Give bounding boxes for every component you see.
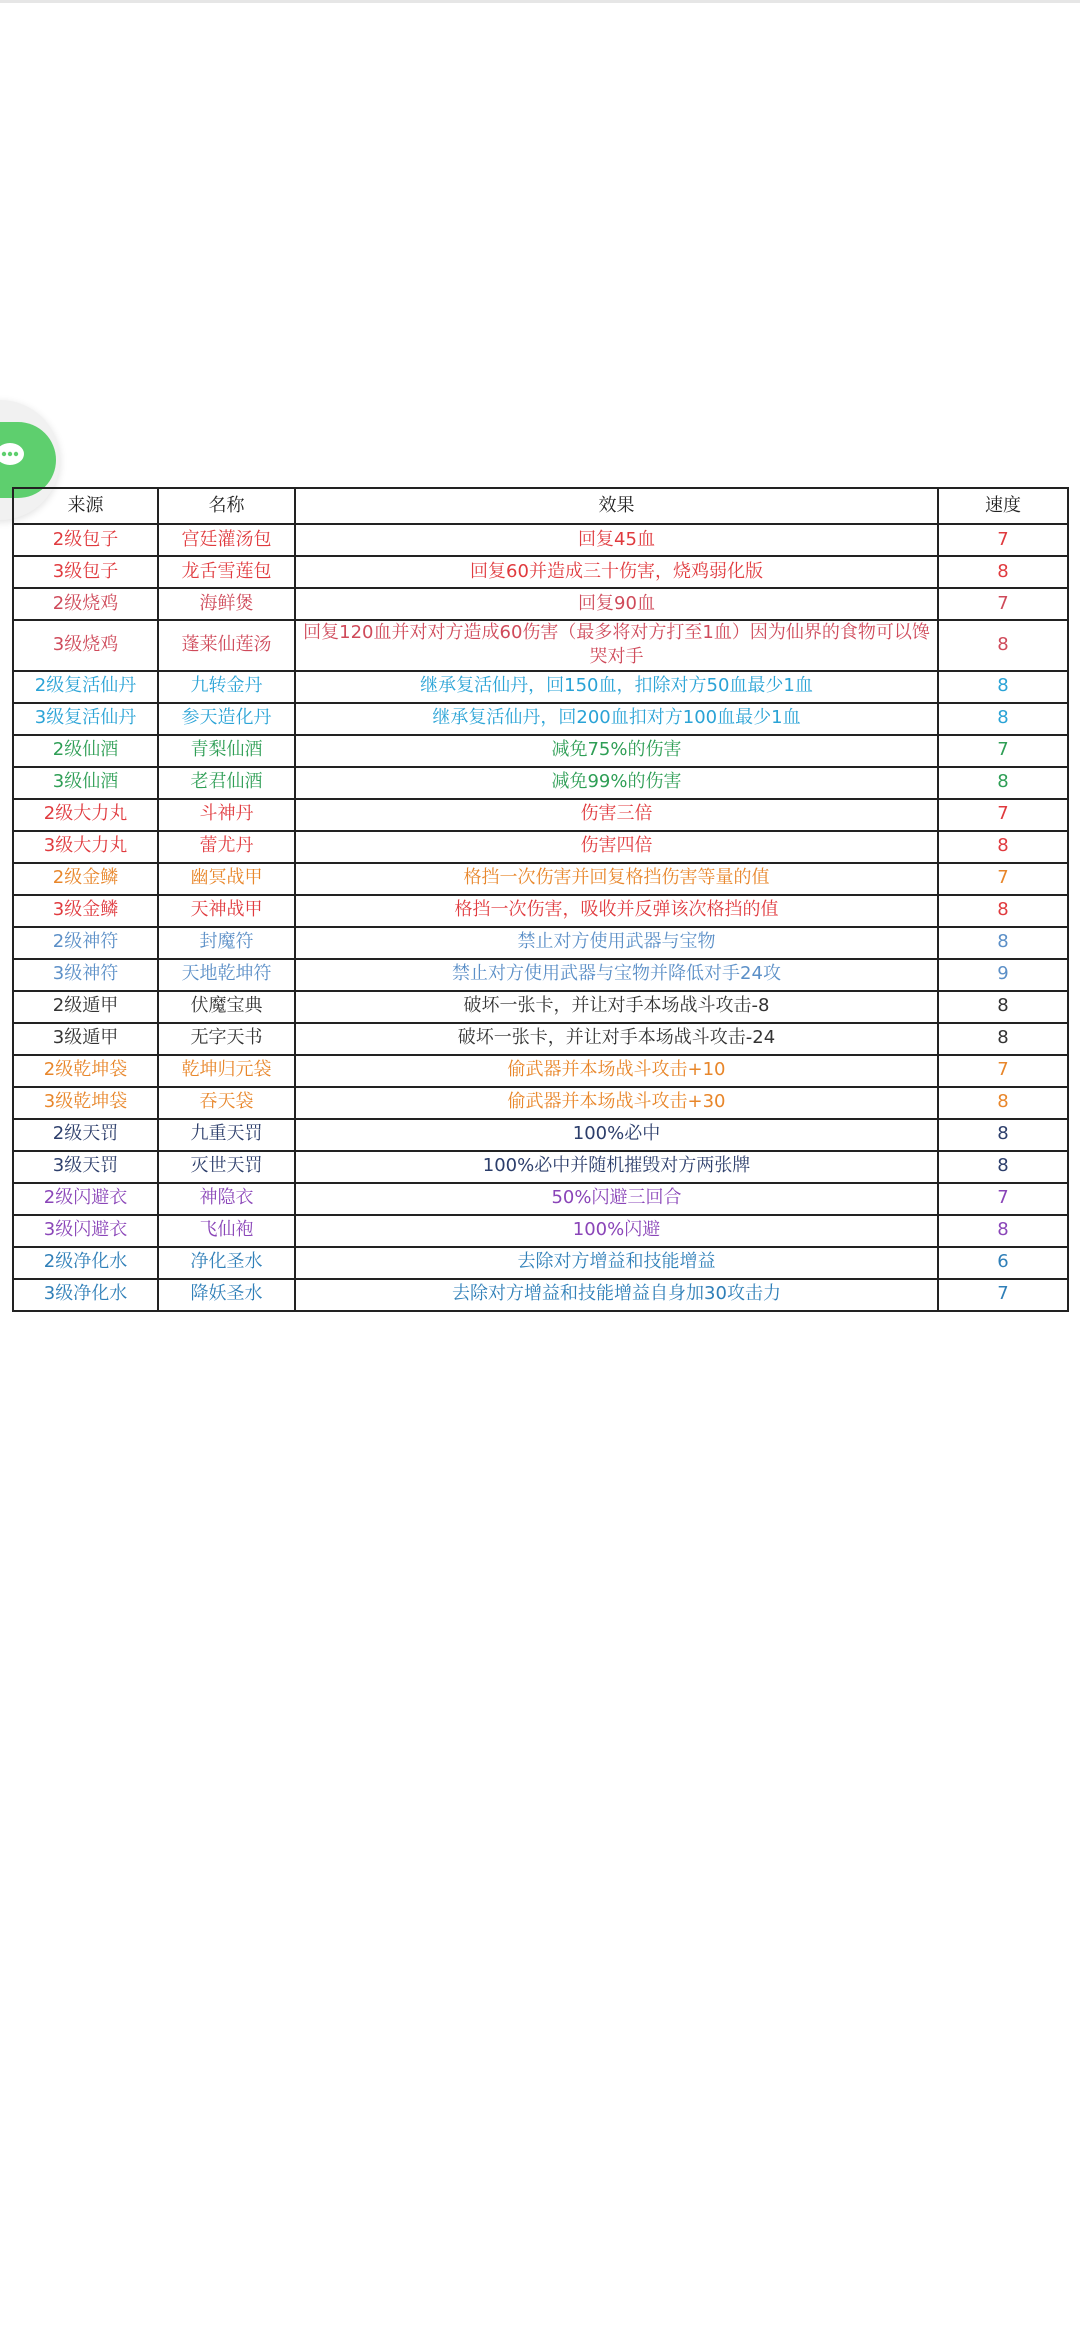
speed-cell: 8 bbox=[938, 1119, 1068, 1151]
speed-cell: 8 bbox=[938, 1087, 1068, 1119]
speed-cell: 8 bbox=[938, 991, 1068, 1023]
name-cell: 乾坤归元袋 bbox=[158, 1055, 295, 1087]
effect-cell: 偷武器并本场战斗攻击+30 bbox=[295, 1087, 938, 1119]
name-cell: 飞仙袍 bbox=[158, 1215, 295, 1247]
source-cell: 3级仙酒 bbox=[13, 767, 158, 799]
source-cell: 2级仙酒 bbox=[13, 735, 158, 767]
effect-cell: 伤害三倍 bbox=[295, 799, 938, 831]
speed-cell: 7 bbox=[938, 799, 1068, 831]
effect-cell: 去除对方增益和技能增益 bbox=[295, 1247, 938, 1279]
effect-cell: 减免99%的伤害 bbox=[295, 767, 938, 799]
source-cell: 3级神符 bbox=[13, 959, 158, 991]
source-cell: 2级闪避衣 bbox=[13, 1183, 158, 1215]
header-name: 名称 bbox=[158, 488, 295, 524]
table-row bbox=[13, 556, 1068, 588]
effect-cell: 偷武器并本场战斗攻击+10 bbox=[295, 1055, 938, 1087]
name-cell: 宫廷灌汤包 bbox=[158, 524, 295, 556]
source-cell: 3级乾坤袋 bbox=[13, 1087, 158, 1119]
speed-cell: 8 bbox=[938, 767, 1068, 799]
speed-cell: 8 bbox=[938, 1215, 1068, 1247]
top-divider bbox=[0, 0, 1080, 3]
speed-cell: 7 bbox=[938, 588, 1068, 620]
effect-cell: 回复60并造成三十伤害，烧鸡弱化版 bbox=[295, 556, 938, 588]
source-cell: 2级天罚 bbox=[13, 1119, 158, 1151]
effect-cell: 禁止对方使用武器与宝物并降低对手24攻 bbox=[295, 959, 938, 991]
source-cell: 2级大力丸 bbox=[13, 799, 158, 831]
name-cell: 斗神丹 bbox=[158, 799, 295, 831]
name-cell: 伏魔宝典 bbox=[158, 991, 295, 1023]
speed-cell: 7 bbox=[938, 1279, 1068, 1311]
effect-cell: 100%闪避 bbox=[295, 1215, 938, 1247]
name-cell: 灭世天罚 bbox=[158, 1151, 295, 1183]
speed-cell: 7 bbox=[938, 1055, 1068, 1087]
chat-bubble-icon bbox=[0, 434, 36, 478]
name-cell: 净化圣水 bbox=[158, 1247, 295, 1279]
name-cell: 天地乾坤符 bbox=[158, 959, 295, 991]
name-cell: 海鲜煲 bbox=[158, 588, 295, 620]
header-source: 来源 bbox=[13, 488, 158, 524]
speed-cell: 8 bbox=[938, 671, 1068, 703]
speed-cell: 8 bbox=[938, 895, 1068, 927]
table-row bbox=[13, 1183, 1068, 1215]
effect-cell: 去除对方增益和技能增益自身加30攻击力 bbox=[295, 1279, 938, 1311]
source-cell: 2级烧鸡 bbox=[13, 588, 158, 620]
source-cell: 2级乾坤袋 bbox=[13, 1055, 158, 1087]
name-cell: 参天造化丹 bbox=[158, 703, 295, 735]
effect-cell: 格挡一次伤害，吸收并反弹该次格挡的值 bbox=[295, 895, 938, 927]
source-cell: 3级复活仙丹 bbox=[13, 703, 158, 735]
table-row bbox=[13, 524, 1068, 556]
effect-cell: 回复120血并对对方造成60伤害（最多将对方打至1血）因为仙界的食物可以馋哭对手 bbox=[295, 620, 938, 671]
table-row bbox=[13, 1247, 1068, 1279]
name-cell: 无字天书 bbox=[158, 1023, 295, 1055]
speed-cell: 8 bbox=[938, 703, 1068, 735]
table-row bbox=[13, 1215, 1068, 1247]
source-cell: 2级金鳞 bbox=[13, 863, 158, 895]
speed-cell: 8 bbox=[938, 927, 1068, 959]
effect-cell: 破坏一张卡，并让对手本场战斗攻击-8 bbox=[295, 991, 938, 1023]
source-cell: 2级净化水 bbox=[13, 1247, 158, 1279]
name-cell: 蕾尤丹 bbox=[158, 831, 295, 863]
effect-cell: 禁止对方使用武器与宝物 bbox=[295, 927, 938, 959]
effect-cell: 继承复活仙丹，回200血扣对方100血最少1血 bbox=[295, 703, 938, 735]
items-table bbox=[12, 487, 1069, 1312]
table-row bbox=[13, 959, 1068, 991]
name-cell: 吞天袋 bbox=[158, 1087, 295, 1119]
source-cell: 3级闪避衣 bbox=[13, 1215, 158, 1247]
source-cell: 3级净化水 bbox=[13, 1279, 158, 1311]
name-cell: 封魔符 bbox=[158, 927, 295, 959]
speed-cell: 7 bbox=[938, 863, 1068, 895]
table-row bbox=[13, 1087, 1068, 1119]
source-cell: 2级复活仙丹 bbox=[13, 671, 158, 703]
speed-cell: 7 bbox=[938, 1183, 1068, 1215]
effect-cell: 100%必中 bbox=[295, 1119, 938, 1151]
effect-cell: 格挡一次伤害并回复格挡伤害等量的值 bbox=[295, 863, 938, 895]
table-row bbox=[13, 588, 1068, 620]
effect-cell: 100%必中并随机摧毁对方两张牌 bbox=[295, 1151, 938, 1183]
table-row bbox=[13, 1151, 1068, 1183]
table-row bbox=[13, 799, 1068, 831]
table-row bbox=[13, 671, 1068, 703]
effect-cell: 伤害四倍 bbox=[295, 831, 938, 863]
table-header-row bbox=[13, 488, 1068, 524]
source-cell: 2级遁甲 bbox=[13, 991, 158, 1023]
name-cell: 青梨仙酒 bbox=[158, 735, 295, 767]
table-row bbox=[13, 863, 1068, 895]
source-cell: 3级天罚 bbox=[13, 1151, 158, 1183]
name-cell: 龙舌雪莲包 bbox=[158, 556, 295, 588]
effect-cell: 减免75%的伤害 bbox=[295, 735, 938, 767]
header-effect: 效果 bbox=[295, 488, 938, 524]
speed-cell: 7 bbox=[938, 524, 1068, 556]
speed-cell: 8 bbox=[938, 1151, 1068, 1183]
table-row bbox=[13, 927, 1068, 959]
speed-cell: 8 bbox=[938, 556, 1068, 588]
name-cell: 神隐衣 bbox=[158, 1183, 295, 1215]
name-cell: 老君仙酒 bbox=[158, 767, 295, 799]
name-cell: 蓬莱仙莲汤 bbox=[158, 620, 295, 671]
table-row bbox=[13, 1055, 1068, 1087]
effect-cell: 回复90血 bbox=[295, 588, 938, 620]
table-row bbox=[13, 1023, 1068, 1055]
table-row bbox=[13, 991, 1068, 1023]
table-row bbox=[13, 1279, 1068, 1311]
speed-cell: 7 bbox=[938, 735, 1068, 767]
speed-cell: 8 bbox=[938, 620, 1068, 671]
table-row bbox=[13, 895, 1068, 927]
source-cell: 2级包子 bbox=[13, 524, 158, 556]
source-cell: 3级金鳞 bbox=[13, 895, 158, 927]
source-cell: 3级包子 bbox=[13, 556, 158, 588]
effect-cell: 继承复活仙丹，回150血，扣除对方50血最少1血 bbox=[295, 671, 938, 703]
source-cell: 2级神符 bbox=[13, 927, 158, 959]
effect-cell: 回复45血 bbox=[295, 524, 938, 556]
name-cell: 幽冥战甲 bbox=[158, 863, 295, 895]
table-row bbox=[13, 831, 1068, 863]
speed-cell: 6 bbox=[938, 1247, 1068, 1279]
header-speed: 速度 bbox=[938, 488, 1068, 524]
table-row bbox=[13, 620, 1068, 671]
source-cell: 3级烧鸡 bbox=[13, 620, 158, 671]
name-cell: 九重天罚 bbox=[158, 1119, 295, 1151]
table-row bbox=[13, 703, 1068, 735]
effect-cell: 破坏一张卡，并让对手本场战斗攻击-24 bbox=[295, 1023, 938, 1055]
table-row bbox=[13, 1119, 1068, 1151]
name-cell: 天神战甲 bbox=[158, 895, 295, 927]
table-row bbox=[13, 735, 1068, 767]
name-cell: 九转金丹 bbox=[158, 671, 295, 703]
speed-cell: 8 bbox=[938, 1023, 1068, 1055]
speed-cell: 9 bbox=[938, 959, 1068, 991]
name-cell: 降妖圣水 bbox=[158, 1279, 295, 1311]
source-cell: 3级大力丸 bbox=[13, 831, 158, 863]
effect-cell: 50%闪避三回合 bbox=[295, 1183, 938, 1215]
speed-cell: 8 bbox=[938, 831, 1068, 863]
table-row bbox=[13, 767, 1068, 799]
source-cell: 3级遁甲 bbox=[13, 1023, 158, 1055]
